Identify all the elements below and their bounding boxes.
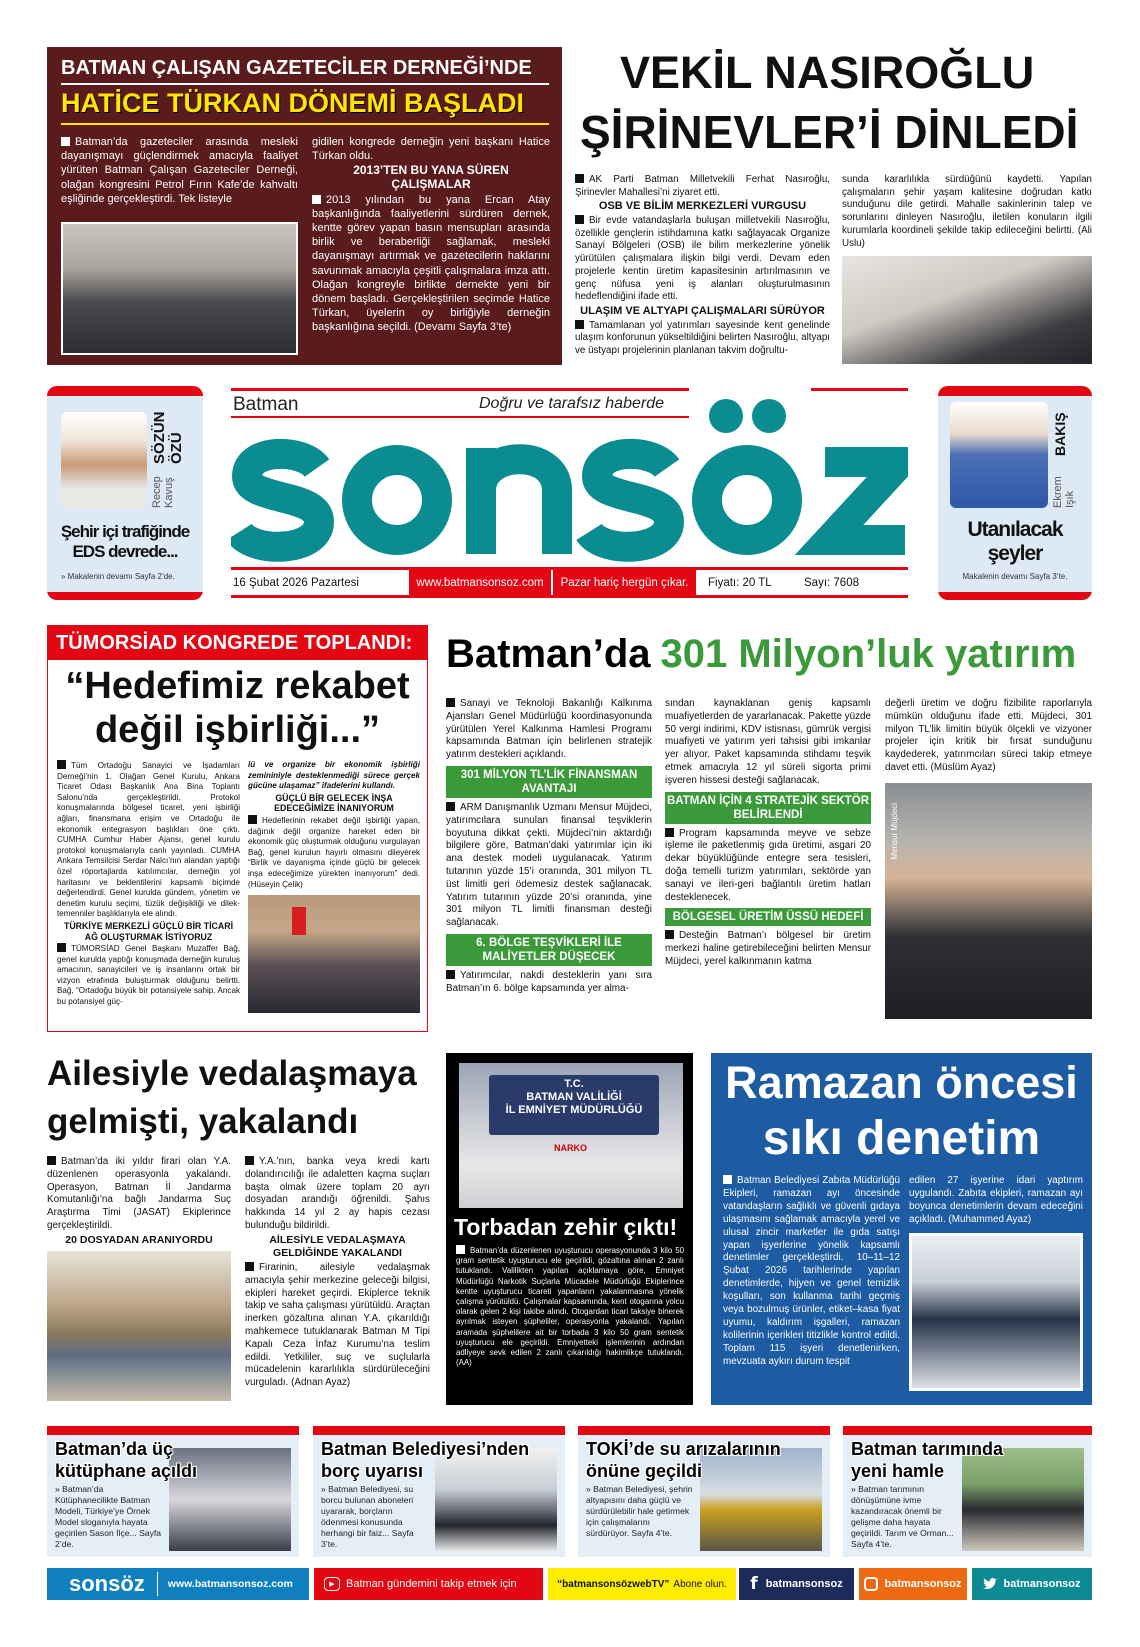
twitter-link[interactable] [972, 1568, 1092, 1600]
title-line: Şehir içi trafiğinde [60, 522, 190, 541]
publication-frequency: Pazar hariç hergün çıkar. [553, 570, 696, 595]
photo-caption: Mensur Müjdeci [890, 802, 899, 860]
story-drug-bust [446, 1053, 693, 1405]
continue-note: Makalenin devamı Sayfa 3’te. [962, 572, 1068, 581]
facebook-icon: f [750, 1574, 758, 1594]
subheading: ULAŞIM VE ALTYAPI ÇALIŞMALARI SÜRÜYOR [580, 304, 825, 317]
issue-info-bar [231, 570, 908, 598]
paragraph: edilen 27 işyerine idari yaptırım uygulandı. Zabıta ekipleri, ramazan ayı boyunca denetimlerin devam edeceğini açıkladı. (Muhammed Ayaz) [909, 1175, 1083, 1225]
footer-logo-website[interactable] [47, 1568, 309, 1600]
headline-line-1: “Hedefimiz rekabet [65, 665, 410, 707]
headline-line-2: HATİCE TÜRKAN DÖNEMİ BAŞLADI [61, 88, 524, 118]
teaser-body: » Batman tarımının dönüşümüne ivme kazandıracak önemli bir gelişme daha hayata geçirildi. Tarım ve Orman... Sayfa 4’te. [851, 1484, 954, 1549]
story-fugitive [47, 1050, 430, 1407]
congress-photo [248, 895, 420, 1013]
headline-line-1: BATMAN ÇALIŞAN GAZETECİLER DERNEĞİ’NDE [61, 57, 532, 79]
issue-number: Sayı: 7608 [804, 576, 859, 589]
paragraph: Firarinin, ailesiyle vedalaşmak amacıyla şehir merkezine geleceği bilgisi, ekipleri hareket geçirdi. Ekiplerce teknik takip ve saha çalışması yürütüldü. Araçtan inerken gözaltına alınan Y.A. çıkarıldığı mahkemece tutuklanarak Batman M Tipi Kapalı Ceza İnfaz Kurumu’na teslim edildi. Yetkililer, suç ve suçlularla mücadelenin kararlılıkla sürdürüleceğini vurguladı. (Adnan Ayaz) [245, 1261, 430, 1389]
chevron-right-icon: » [851, 1484, 859, 1494]
logo-letter-o [357, 460, 437, 540]
paragraph: Batman’da gazeteciler arasında mesleki dayanışmayı güçlendirmek amacıyla faaliyet yürüten Batman Çalışan Gazeteciler Derneği, olağan kongresini Petrol Fırın Kafe’de kahvaltı eşliğinde gerçekleştirdi. Tek listeyle [61, 136, 298, 205]
police-sign: T.C. BATMAN VALİLİĞİ İL EMNİYET MÜDÜRLÜĞÜ [489, 1075, 659, 1135]
column-1 [61, 135, 298, 206]
chevron-right-icon: » [55, 1484, 63, 1494]
logo-umlaut-dot [709, 399, 743, 433]
story-investment [441, 622, 1092, 1034]
title-line: EDS devrede... [72, 542, 178, 561]
paragraph: sunda kararlılıkla sürdüğünü kaydetti. Yapılan çalışmaların şehir yaşam kalitesine doğrudan katkı sunduğunu dile getirdi. Mahalle sakinlerinin talep ve sorunlarını dinleyen Nasıroğlu, iletilen konuların ilgili kurumlarla koordineli şekilde takip edileceğini belirtti. (Ali Uslu) [842, 174, 1092, 249]
paragraph: Yatırımcılar, nakdi desteklerin yanı sıra Batman’ın 6. bölge kapsamında yer alma- [446, 969, 652, 994]
headline-line-2: değil işbirliği...” [94, 709, 381, 751]
website-link[interactable]: www.batmansonsoz.com [409, 570, 551, 595]
logo-letter-n [481, 448, 557, 554]
opinion-column-left[interactable] [47, 386, 203, 600]
meeting-photo [842, 256, 1092, 364]
chevron-right-icon: » [321, 1484, 329, 1494]
footer-logo: sonsöz [47, 1572, 158, 1596]
column-2 [842, 174, 1092, 364]
column-2 [909, 1175, 1083, 1391]
author-photo [61, 412, 147, 508]
quote-paragraph: lü ve organize bir ekonomik işbirliği zemininiyle desteklenmediği sürece gerçek gücüne ulaşamaz” ifadelerini kullandı. [248, 760, 420, 791]
column-1 [575, 174, 830, 358]
column-title [940, 518, 1090, 566]
headline-black: Batman’da [446, 632, 651, 676]
paragraph: Y.A.’nın, banka veya kredi kartı dolandırıcılığı ile adaletten kaçma suçları başta olmak üzere toplam 20 ayrı dosyadan arandığı öğrenildi. Şahıs hakkında 14 yıl 2 ay hapis cezası bulunduğu bildirildi. [245, 1156, 430, 1231]
headline-line-2: gelmişti, yakalandı [47, 1102, 359, 1141]
twitter-handle: batmansonsoz [1003, 1578, 1081, 1590]
subheading: GÜÇLÜ BİR GELECEK İNŞA EDECEĞİMİZE İNANIYORUM [274, 792, 394, 814]
flag-icon [292, 907, 306, 935]
kicker: TÜMORSİAD KONGREDE TOPLANDI: [56, 632, 413, 654]
market-inspection-photo [909, 1233, 1083, 1391]
continue-note: » Makalenin devamı Sayfa 2’de. [61, 572, 175, 581]
column-1 [723, 1175, 900, 1369]
title-line: Utanılacak [967, 518, 1063, 541]
paragraph: Sanayi ve Teknoloji Bakanlığı Kalkınma Ajansları Genel Müdürlüğü koordinasyonunda yürütülen Yerel Kalkınma Hamlesi Programı kapsamında Batman için belirlenen stratejik yatırım destekleri açıklandı. [446, 698, 652, 761]
paragraph: Tamamlanan yol yatırımları sayesinde kent genelinde ulaşım konforunun yükseltildiğini belirten Nasıroğlu, altyapı ve üstyapı projelerinin planlanan takvim doğrultu- [575, 319, 830, 356]
logo-letter-z [825, 462, 905, 540]
youtube-icon: ▶ [324, 1577, 340, 1591]
paragraph: 2013 yılından bu yana Ercan Atay başkanlığında faaliyetlerini sürdüren dernek, kentte görev yapan basın mensupları arasında birlik ve beraberliği sağlamak, mesleki dayanışmayı artırmak ve gazetecilerin haklarını savunmak amacıyla çeşitli çalışmalara imza attı. Olağan kongreyle birlikte dernekte yeni bir dönem başladı. Gerçekleştirilen seçimde Hatice Türkan, üyelerin oy birliğiyle derneğin başkanlığına seçildi. (Devamı Sayfa 3’te) [312, 193, 550, 334]
subheading: 20 DOSYADAN ARANIYORDU [65, 1233, 213, 1246]
teaser-title-line: Batman Belediyesi’nden [321, 1439, 530, 1459]
logo-letter-o-umlaut [707, 460, 787, 540]
author-name: Ekrem Işık [1052, 476, 1076, 508]
paragraph: Program kapsamında meyve ve sebze işleme ile paketlenmiş gıda üretimi, asgari 20 dekar büyüklüğünde entegre sera tesisleri, doğa temelli turizm yatırımları, sektörde yan sanayi ve ileri-geri bağlantılı üretim hatları desteklenecek. [665, 827, 871, 903]
webtv-promo[interactable] [548, 1568, 736, 1600]
instagram-handle: batmansonsoz [884, 1578, 962, 1590]
paragraph: ARM Danışmanlık Uzmanı Mensur Müjdeci, yatırımcılara sunulan finansal teşviklerin boyutuna dikkat çekti. Müjdeci’nin aktardığı bilgilere göre, Batman’daki yatırımlar için iki ana destek modeli uygulanacak. Yatırım tutarının yüzde 15’i oranında, 301 milyon TL üst limitli geri ödemesiz destek sağlanacak. Yatırım tutarının yüzde 20’si oranında, yine 301 milyon TL limitli finansman desteği sağlanacak. [446, 801, 652, 929]
green-subheading: BÖLGESEL ÜRETİM ÜSSÜ HEDEFİ [665, 908, 871, 926]
headline-line-2: ŞİRİNEVLER’İ DİNLEDİ [580, 106, 1079, 158]
headline: Torbadan zehir çıktı! [454, 1214, 678, 1240]
story-ramadan-inspection [711, 1053, 1092, 1405]
paragraph: değerli üretim ve doğru fizibilite raporlarıyla mümkün olduğunu ifade etti. Müjdeci, 301 milyon TL’lik limitin büyük ölçekli ve vizyoner projeler için kritik bir fırsat sunduğunu kaydederek, yatırımcıları süreci takip etmeye davet etti. (Müslüm Ayaz) [885, 698, 1092, 773]
paragraph: Batman’da düzenlenen uyuşturucu operasyonunda 3 kilo 50 gram sentetik uyuşturucu ele geçirildi, gözaltına alınan 2 zanlı tutuklandı. Valilikten yapılan açıklamaya göre, Emniyet Müdürlüğü Narkotik Suçlarla Mücadele Müdürlüğü Ekiplerince kentte uyuşturucu ticareti yapanların yakalanmasına yönelik çalışma yürütüldü. Çalışmalar kapsamında, kent otogarına yolcu olarak gelen 2 kişi takibe alındı. Otogardan ticari taksiye binerek ayrılmak isteyen şüpheliler, operasyonla yakalandı. Yapılan aramada şüphelilere ait bir torbada 3 kilo 50 gram sentetik uyuşturucu ele geçirildi. Emniyetteki işlemlerinin ardından adliyeye sevk edilen 2 zanlı çıkarıldığı hakimlikçe tutuklandı. (AA) [456, 1246, 684, 1368]
subheading: 2013’TEN BU YANA SÜREN ÇALIŞMALAR [353, 163, 509, 191]
teaser-photo [700, 1448, 822, 1551]
logo-umlaut-dot [752, 399, 786, 433]
newspaper-logo[interactable] [231, 386, 908, 566]
column-2 [312, 135, 550, 335]
green-subheading: BATMAN İÇİN 4 STRATEJİK SEKTÖR BELİRLENDİ [665, 792, 871, 824]
subscribe-text: Abone olun. [673, 1578, 727, 1590]
column-2 [665, 698, 871, 969]
paragraph: Batman’da iki yıldır firari olan Y.A. düzenlenen operasyonla yakalandı. Operasyon, Batman İl Jandarma Komutanlığı’na bağlı Jandarma Suç Araştırma Timi (JASAT) Ekiplerince gerçekleştirildi. [47, 1156, 231, 1231]
column-2 [245, 1156, 430, 1390]
column-3 [885, 698, 1092, 1019]
teaser-body: » Batman Belediyesi, su borcu bulunan aboneleri uyararak, borçların ödenmesi konusunda herhangi bir faiz... Sayfa 3’te. [321, 1484, 414, 1549]
paragraph: Hedeflerinin rekabet değil işbirliği yapan, dağınık değil organize hareket eden bir ekonomik güç oluşturmak olduğunu vurgulayan Bağ, genel kurulun hayırlı olmasını dileyerek “Birlik ve dayanışma içinde güçlü bir gelecek inşa edeceğimize yürekten inanıyorum” dedi. (Hüseyin Çelik) [248, 815, 420, 889]
author-photo [950, 402, 1048, 508]
teaser-photo [962, 1448, 1084, 1551]
facebook-link[interactable] [739, 1568, 854, 1600]
logo-letter-s [589, 454, 669, 547]
tagline: Doğru ve tarafsız haberde [479, 395, 664, 412]
story-tumorsiad [47, 625, 428, 1032]
chevron-right-icon: » [61, 572, 68, 581]
column-1 [57, 760, 240, 1008]
headline-line-1: Ramazan öncesi [725, 1057, 1078, 1108]
teaser-title-line: borç uyarısı [321, 1461, 424, 1481]
column-2 [248, 760, 420, 1013]
story-body [456, 1245, 684, 1368]
column-name: BAKIŞ [1052, 412, 1068, 456]
portrait-photo [885, 783, 1092, 1019]
group-photo [61, 222, 298, 355]
logo-letter-s [239, 454, 319, 547]
arrest-photo [47, 1251, 231, 1401]
teaser-body: » Batman’da Kütüphanecilikte Batman Modeli, Türkiye’ye Örnek Model sloganıyla hayata geçirilen Sason İlçe... Sayfa 2’de. [55, 1484, 162, 1549]
subheading: OSB VE BİLİM MERKEZLERİ VURGUSU [598, 200, 807, 213]
narko-label: NARKO [554, 1143, 587, 1153]
chevron-right-icon: » [586, 1484, 594, 1494]
tv-name: “batmansonsözwebTV” [557, 1578, 670, 1590]
story-journalists-association [47, 47, 562, 365]
teaser-photo [435, 1448, 557, 1551]
instagram-icon [864, 1577, 878, 1591]
teaser-title-line: Batman’da üç [55, 1439, 174, 1459]
headline-line-1: Ailesiyle vedalaşmaya [47, 1054, 417, 1093]
paragraph: gidilen kongrede derneğin yeni başkanı Hatice Türkan oldu. [312, 136, 550, 163]
teaser-card[interactable] [843, 1426, 1092, 1557]
subheading: TÜRKİYE MERKEZLİ GÜÇLÜ BİR TİCARİ AĞ OLUŞTURMAK İSTİYORUZ [63, 920, 234, 942]
teaser-title-line: önüne geçildi [586, 1461, 703, 1481]
teaser-body: » Batman Belediyesi, şehrin altyapısını daha güçlü ve sürdürülebilir hale getirmek için çalışmalarını sürdürüyor. Sayfa 4’te. [586, 1484, 693, 1538]
teaser-title-line: yeni hamle [851, 1461, 945, 1481]
paragraph: Bir evde vatandaşlarla buluşan milletvekili Nasıroğlu, özellikle gençlerin istihdamına katkı sağlayacak Organize Sanayi Bölgeleri (OSB) ile bilim merkezlerine yönelik yürütülen çalışmalara ilişkin bilgi verdi. Devam eden projelerle kentin üretim kapasitesinin artırılmasının ve genç nüfusa yeni iş alanları oluşturulmasının hedeflendiğini ifade etti. [575, 215, 830, 303]
column-name: SÖZÜN ÖZÜ [151, 411, 185, 465]
youtube-promo[interactable] [314, 1568, 543, 1600]
teaser-title-line: kütüphane açıldı [55, 1461, 198, 1481]
paragraph: Desteğin Batman’ı bölgesel bir üretim merkezi haline getirebileceğini belirten Mensur Müjdeci, yerel kalkınmanın katma [665, 930, 871, 967]
facebook-handle: batmansonsoz [765, 1578, 843, 1590]
opinion-column-right[interactable] [938, 386, 1092, 600]
author-name: Recep Kavuş [151, 476, 175, 508]
instagram-link[interactable] [859, 1568, 967, 1600]
title-line: şeyler [987, 542, 1043, 565]
city-label: Batman [233, 394, 299, 415]
price: Fiyatı: 20 TL [708, 576, 772, 589]
subheading: AİLESİYLE VEDALAŞMAYA GELDİĞİNDE YAKALANDI [269, 1233, 406, 1260]
masthead [231, 386, 908, 600]
teaser-title-line: Batman tarımında [851, 1439, 1004, 1459]
column-1 [446, 698, 652, 996]
paragraph: Batman Belediyesi Zabıta Müdürlüğü Ekipleri, ramazan ayı öncesinde vatandaşların sağlıklı ve güvenli gıdaya ulaşmasını sağlamak amacıyla yerel ve ulusal zincir marketler ile gıda satışı yapan işyerlerine yönelik kapsamlı denetimler gerçekleştirdi. 10–11–12 Şubat 2026 tarihlerinde yapılan denetimlerde, hijyen ve genel temizlik koşulları, son kullanma tarihi geçmiş veya bozulmuş ürünler, etiket–kasa fiyat uyumu, kaldırım işgalleri, ramazan kolilerinin içerikleri titizlikle kontrol edildi. Toplam 115 işyeri denetlenirken, mevzuata aykırı durum tespit [723, 1175, 900, 1367]
headline-green: 301 Milyon’luk yatırım [660, 632, 1077, 676]
youtube-text: Batman gündemini takip etmek için [346, 1578, 517, 1590]
paragraph: sından kaynaklanan geniş kapsamlı muafiyetlerden de yararlanacak. Pakette yüzde 50 vergi indirimi, KDV istisnası, gümrük vergisi muafiyeti ve yatırım yeri tahsisi gibi imkanlar yer alıyor. Paket kapsamında stihdamı teşvik etmek amacıyla 12 yıl süreli sigorta primi işveren hissesi desteği sağlanacak. [665, 698, 871, 786]
teaser-card[interactable] [47, 1426, 299, 1557]
green-subheading: 6. BÖLGE TEŞVİKLERİ İLE MALİYETLER DÜŞECEK [446, 934, 652, 966]
green-subheading: 301 MİLYON TL’LİK FİNANSMAN AVANTAJI [446, 766, 652, 798]
footer-website[interactable]: www.batmansonsoz.com [167, 1578, 293, 1590]
column-title [51, 522, 199, 562]
headline-line-1: VEKİL NASIROĞLU [620, 47, 1035, 98]
issue-date: 16 Şubat 2026 Pazartesi [233, 576, 359, 589]
paragraph: TÜMORSİAD Genel Başkanı Muzaffer Bağ, genel kurulda yaptığı konuşmada derneğin kuruluş amacının, sanayicileri ve iş insanlarını ortak bir vizyon etrafında buluşturmak olduğunu belirtti. Bağ, “Ortadoğu büyük bir potansiyele sahip. Ancak bu potansiyel güç- [57, 944, 240, 1007]
teaser-title-line: TOKİ’de su arızalarının [586, 1439, 781, 1459]
seized-drugs-photo [459, 1063, 683, 1208]
story-headline [446, 630, 1076, 678]
paragraph: Tüm Ortadoğu Sanayici ve İşadamları Derneği’nin 1. Olağan Genel Kurulu, Ankara Ticaret Odası Başkanlık Ana Bina Toplantı Salonu’nda gerçekleştirildi. Protokol konuşmalarında bölgesel ticaret, yeni işbirliği ağları, finansmana erişim ve Ortadoğu ile ekonomik entegrasyon başlıkları öne çıktı. CUMHA Cumhur Haber Ajansı, genel kurulu protokol konuşmalarıyla canlı yayınladı. CUMHA Ankara Temsilcisi Serdar Nalcı’nın alandan yaptığı özel röportajlarda katılımcılar, derneğin yol haritasını ve beklentilerini kapsamlı biçimde değerlendirdi. Genel kurulda gündem, yönetim ve denetim kurulu seçimi, tüzük değişikliği ve dilek-temenniler başlıklarıyla ele alındı. [57, 761, 240, 919]
headline-line-2: sıkı denetim [762, 1112, 1041, 1165]
teaser-card[interactable] [313, 1426, 565, 1557]
teaser-card[interactable] [578, 1426, 830, 1557]
story-mp-visit [572, 47, 1092, 367]
twitter-icon [983, 1578, 997, 1590]
column-1 [47, 1156, 231, 1401]
paragraph: AK Parti Batman Milletvekili Ferhat Nasıroğlu, Şirinevler Mahallesi’ni ziyaret etti. [575, 174, 830, 198]
